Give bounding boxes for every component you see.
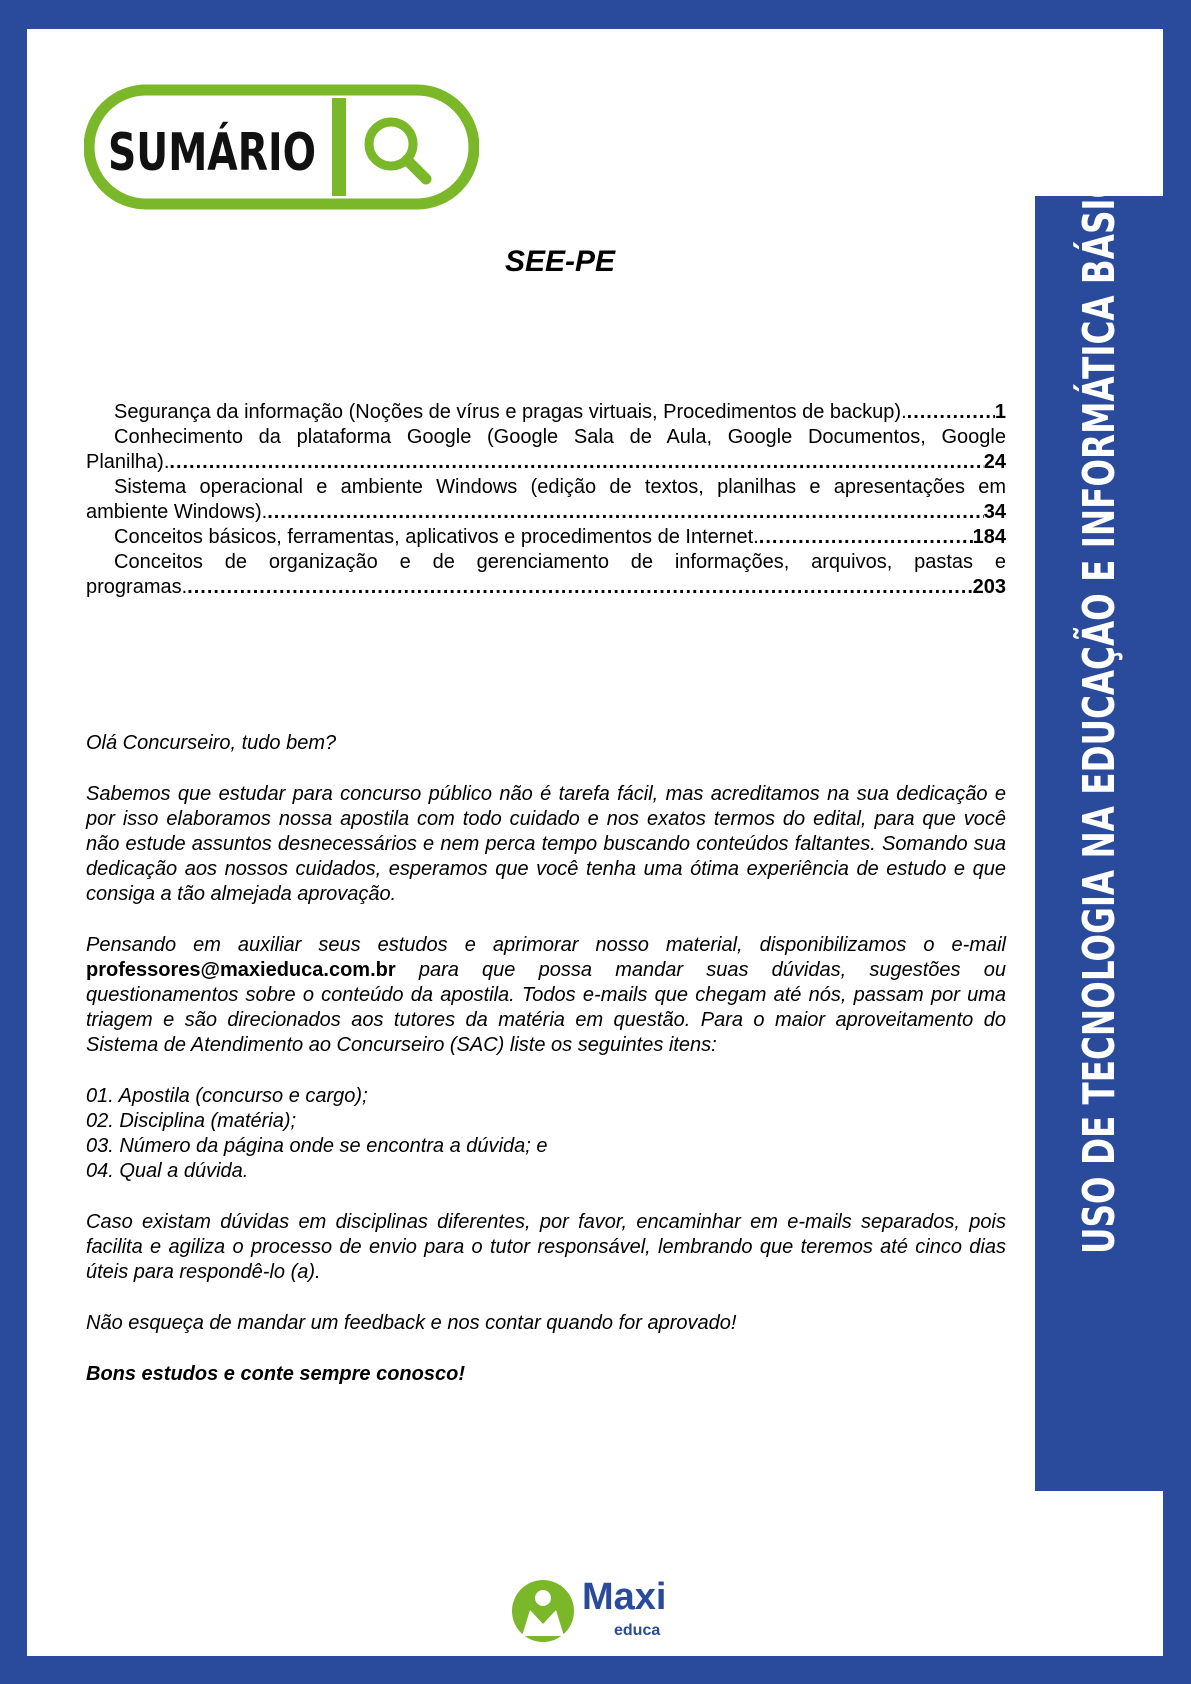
- sumario-logo: [84, 84, 479, 210]
- page-frame-left: [0, 0, 27, 1684]
- table-of-contents: [86, 400, 1006, 600]
- toc-entry: Conceitos básicos, ferramentas, aplicativos e procedimentos de Internet. ..... 184: [86, 525, 1006, 550]
- list-item: 04. Qual a dúvida.: [86, 1160, 249, 1182]
- brand-subtitle: educa: [614, 1622, 661, 1639]
- toc-entry: Conhecimento da plataforma Google (Google Sala de Aula, Google Documentos, Google: [114, 426, 1006, 448]
- toc-entry-continuation: ambiente Windows). ..... 34: [86, 500, 1006, 525]
- list-item: 03. Número da página onde se encontra a dúvida; e: [86, 1135, 548, 1157]
- toc-entry: Sistema operacional e ambiente Windows (edição de textos, planilhas e apresentações em: [114, 476, 1006, 498]
- side-banner-text: USO DE TECNOLOGIA NA EDUCAÇÃO E INFORMÁTICA BÁSICA: [1074, 149, 1125, 1254]
- page-frame-top: [0, 0, 1191, 29]
- toc-entry-continuation: programas. ..... 203: [86, 575, 1006, 600]
- page-title: SEE-PE: [504, 245, 616, 278]
- paragraph: Não esqueça de mandar um feedback e nos contar quando for aprovado!: [86, 1312, 737, 1334]
- list-item: 01. Apostila (concurso e cargo);: [86, 1085, 368, 1107]
- brand-name: Maxi: [582, 1576, 667, 1618]
- paragraph: Sabemos que estudar para concurso público não é tarefa fácil, mas acreditamos na sua dedicação e por isso elaboramos nossa apostila com todo cuidado e nos exatos termos do edital, para que você não estude assuntos desnecessários e nem perca tempo buscando conteúdos faltantes. Somando sua dedicação aos nossos cuidados, esperamos que você tenha uma ótima experiência de estudo e que consiga a tão almejada aprovação.: [86, 783, 1006, 905]
- closing: Bons estudos e conte sempre conosco!: [86, 1363, 465, 1385]
- email-link[interactable]: professores@maxieduca.com.br: [86, 959, 396, 981]
- page-frame-right: [1163, 0, 1191, 1684]
- toc-entry-continuation: Planilha). ..... 24: [86, 450, 1006, 475]
- page-frame-bottom: [0, 1656, 1191, 1684]
- toc-entry: Segurança da informação (Noções de vírus e pragas virtuais, Procedimentos de backup). ..... 1: [86, 400, 1006, 425]
- toc-entry: Conceitos de organização e de gerenciamento de informações, arquivos, pastas e: [114, 551, 1006, 573]
- greeting: Olá Concurseiro, tudo bem?: [86, 732, 337, 754]
- magnifier-icon: [369, 122, 426, 179]
- welcome-letter: [86, 731, 1006, 1387]
- logo-text: SUMÁRIO: [108, 123, 384, 183]
- list-item: 02. Disciplina (matéria);: [86, 1110, 297, 1132]
- paragraph: Caso existam dúvidas em disciplinas diferentes, por favor, encaminhar em e-mails separados, pois facilita e agiliza o processo de envio para o tutor responsável, lembrando que teremos até cinco dias úteis para respondê-lo (a).: [86, 1211, 1006, 1283]
- paragraph: Pensando em auxiliar seus estudos e aprimorar nosso material, disponibilizamos o e-mail professores@maxieduca.com.br para que possa mandar suas dúvidas, sugestões ou questionamentos sobre o conteúdo da apostila. Todos e-mails que chegam até nós, passam por uma triagem e são direcionados aos tutores da matéria em questão. Para o maior aproveitamento do Sistema de Atendimento ao Concurseiro (SAC) liste os seguintes itens:: [86, 934, 1006, 1056]
